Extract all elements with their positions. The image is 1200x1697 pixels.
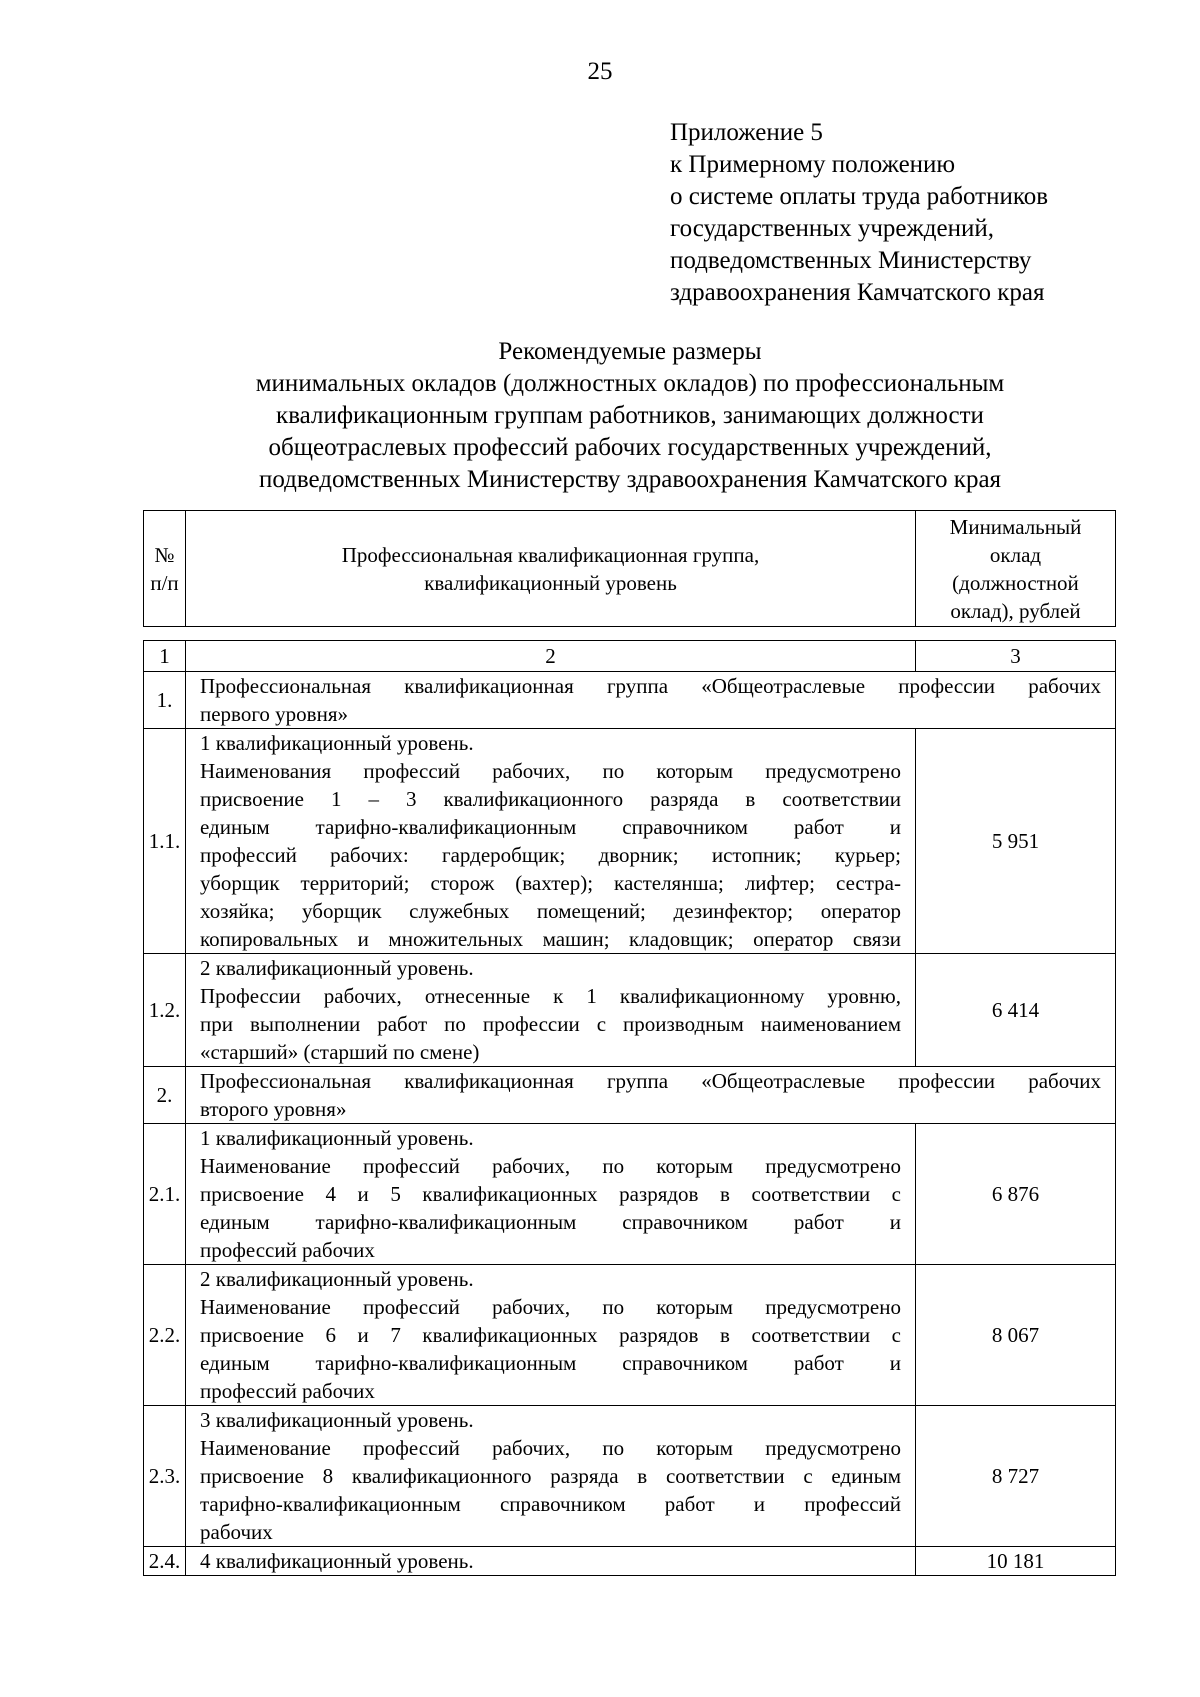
row-salary-value: 8 727 bbox=[916, 1406, 1116, 1547]
column-number: 3 bbox=[916, 641, 1116, 672]
row-number: 1.1. bbox=[144, 729, 186, 954]
header-group-line: квалификационный уровень bbox=[424, 570, 677, 595]
row-text-line: Наименования профессий рабочих, по которым предусмотрено bbox=[200, 759, 901, 783]
row-text-line: рабочих bbox=[200, 1520, 273, 1544]
row-text-line: Наименование профессий рабочих, по которым предусмотрено bbox=[200, 1295, 901, 1319]
row-description bbox=[186, 1265, 916, 1406]
header-salary-line: оклад bbox=[989, 542, 1042, 567]
row-text-line: Профессиональная квалификационная группа «Общеотраслевые профессии рабочих bbox=[200, 1069, 1101, 1093]
row-salary-value: 5 951 bbox=[916, 729, 1116, 954]
row-text-line: присвоение 6 и 7 квалификационных разрядов в соответствии с bbox=[200, 1323, 901, 1347]
row-text-line: 1 квалификационный уровень. bbox=[200, 1126, 474, 1150]
row-description bbox=[186, 1406, 916, 1547]
row-text-line: копировальных и множительных машин; кладовщик; оператор связи bbox=[200, 927, 901, 951]
row-text-line: единым тарифно-квалификационным справочником работ и bbox=[200, 815, 901, 839]
title-line: общеотраслевых профессий рабочих государственных учреждений, bbox=[268, 434, 992, 461]
table-row bbox=[144, 1547, 1116, 1576]
row-text-line: «старший» (старший по смене) bbox=[200, 1040, 480, 1064]
row-text-line: второго уровня» bbox=[200, 1097, 347, 1121]
header-num-line: № bbox=[154, 542, 175, 567]
row-text-line: 2 квалификационный уровень. bbox=[200, 956, 474, 980]
row-text-line: профессий рабочих: гардеробщик; дворник; истопник; курьер; bbox=[200, 843, 901, 867]
row-text-line: Наименование профессий рабочих, по которым предусмотрено bbox=[200, 1436, 901, 1460]
table-row bbox=[144, 1265, 1116, 1406]
document-title bbox=[150, 336, 1110, 496]
row-description bbox=[186, 1124, 916, 1265]
row-text-line: Наименование профессий рабочих, по которым предусмотрено bbox=[200, 1154, 901, 1178]
table-row bbox=[144, 1124, 1116, 1265]
column-numbers-row bbox=[144, 641, 1116, 672]
column-number: 2 bbox=[186, 641, 916, 672]
row-description bbox=[186, 1547, 916, 1576]
row-number: 2. bbox=[144, 1067, 186, 1124]
row-description bbox=[186, 729, 916, 954]
row-text-line: присвоение 1 – 3 квалификационного разряда в соответствии bbox=[200, 787, 901, 811]
row-text-line: профессий рабочих bbox=[200, 1238, 375, 1262]
group-title bbox=[186, 1067, 1116, 1124]
header-num-cell bbox=[144, 511, 186, 627]
row-number: 2.4. bbox=[144, 1547, 186, 1576]
row-text-line: тарифно-квалификационным справочником работ и профессий bbox=[200, 1492, 901, 1516]
title-line: минимальных окладов (должностных окладов) по профессиональным bbox=[255, 370, 1005, 397]
row-text-line: единым тарифно-квалификационным справочником работ и bbox=[200, 1351, 901, 1375]
row-text-line: первого уровня» bbox=[200, 702, 348, 726]
column-number: 1 bbox=[144, 641, 186, 672]
row-salary-value: 6 414 bbox=[916, 954, 1116, 1067]
appendix-line: здравоохранения Камчатского края bbox=[670, 279, 1045, 306]
row-text-line: Профессии рабочих, отнесенные к 1 квалификационному уровню, bbox=[200, 984, 901, 1008]
row-number: 2.1. bbox=[144, 1124, 186, 1265]
row-salary-value: 8 067 bbox=[916, 1265, 1116, 1406]
appendix-block bbox=[670, 117, 1048, 309]
header-salary-line: оклад), рублей bbox=[950, 598, 1081, 623]
row-number: 1.2. bbox=[144, 954, 186, 1067]
header-salary-line: Минимальный bbox=[949, 514, 1082, 539]
appendix-line: государственных учреждений, bbox=[670, 215, 994, 242]
row-text-line: хозяйка; уборщик служебных помещений; дезинфектор; оператор bbox=[200, 899, 901, 923]
row-number: 2.3. bbox=[144, 1406, 186, 1547]
row-text-line: 1 квалификационный уровень. bbox=[200, 731, 474, 755]
row-text-line: при выполнении работ по профессии с производным наименованием bbox=[200, 1012, 901, 1036]
row-number: 1. bbox=[144, 672, 186, 729]
table-row bbox=[144, 954, 1116, 1067]
header-salary-cell bbox=[916, 511, 1116, 627]
row-number: 2.2. bbox=[144, 1265, 186, 1406]
appendix-line: подведомственных Министерству bbox=[670, 247, 1032, 274]
header-salary-line: (должностной bbox=[952, 570, 1079, 595]
row-text-line: 3 квалификационный уровень. bbox=[200, 1408, 474, 1432]
title-line: подведомственных Министерству здравоохранения Камчатского края bbox=[258, 466, 1002, 493]
salary-table bbox=[143, 640, 1116, 1576]
table-row-group bbox=[144, 1067, 1116, 1124]
group-title bbox=[186, 672, 1116, 729]
row-text-line: профессий рабочих bbox=[200, 1379, 375, 1403]
row-text-line: уборщик территорий; сторож (вахтер); кастелянша; лифтер; сестра- bbox=[200, 871, 901, 895]
title-line: Рекомендуемые размеры bbox=[498, 338, 762, 365]
appendix-line: Приложение 5 bbox=[670, 119, 823, 146]
table-row-group bbox=[144, 672, 1116, 729]
header-group-line: Профессиональная квалификационная группа, bbox=[341, 542, 760, 567]
row-text-line: 4 квалификационный уровень. bbox=[200, 1549, 474, 1573]
row-description bbox=[186, 954, 916, 1067]
table-row bbox=[144, 729, 1116, 954]
appendix-line: к Примерному положению bbox=[670, 151, 956, 178]
title-line: квалификационным группам работников, занимающих должности bbox=[276, 402, 984, 429]
header-group-cell bbox=[186, 511, 916, 627]
row-salary-value: 6 876 bbox=[916, 1124, 1116, 1265]
row-text-line: присвоение 4 и 5 квалификационных разрядов в соответствии с bbox=[200, 1182, 901, 1206]
row-salary-value: 10 181 bbox=[916, 1547, 1116, 1576]
table-row bbox=[144, 1406, 1116, 1547]
appendix-line: о системе оплаты труда работников bbox=[670, 183, 1049, 210]
row-text-line: Профессиональная квалификационная группа «Общеотраслевые профессии рабочих bbox=[200, 674, 1101, 698]
table-header bbox=[143, 510, 1116, 627]
header-num-line: п/п bbox=[150, 570, 179, 595]
row-text-line: 2 квалификационный уровень. bbox=[200, 1267, 474, 1291]
page-number: 25 bbox=[587, 58, 613, 85]
row-text-line: присвоение 8 квалификационного разряда в соответствии с единым bbox=[200, 1464, 901, 1488]
row-text-line: единым тарифно-квалификационным справочником работ и bbox=[200, 1210, 901, 1234]
